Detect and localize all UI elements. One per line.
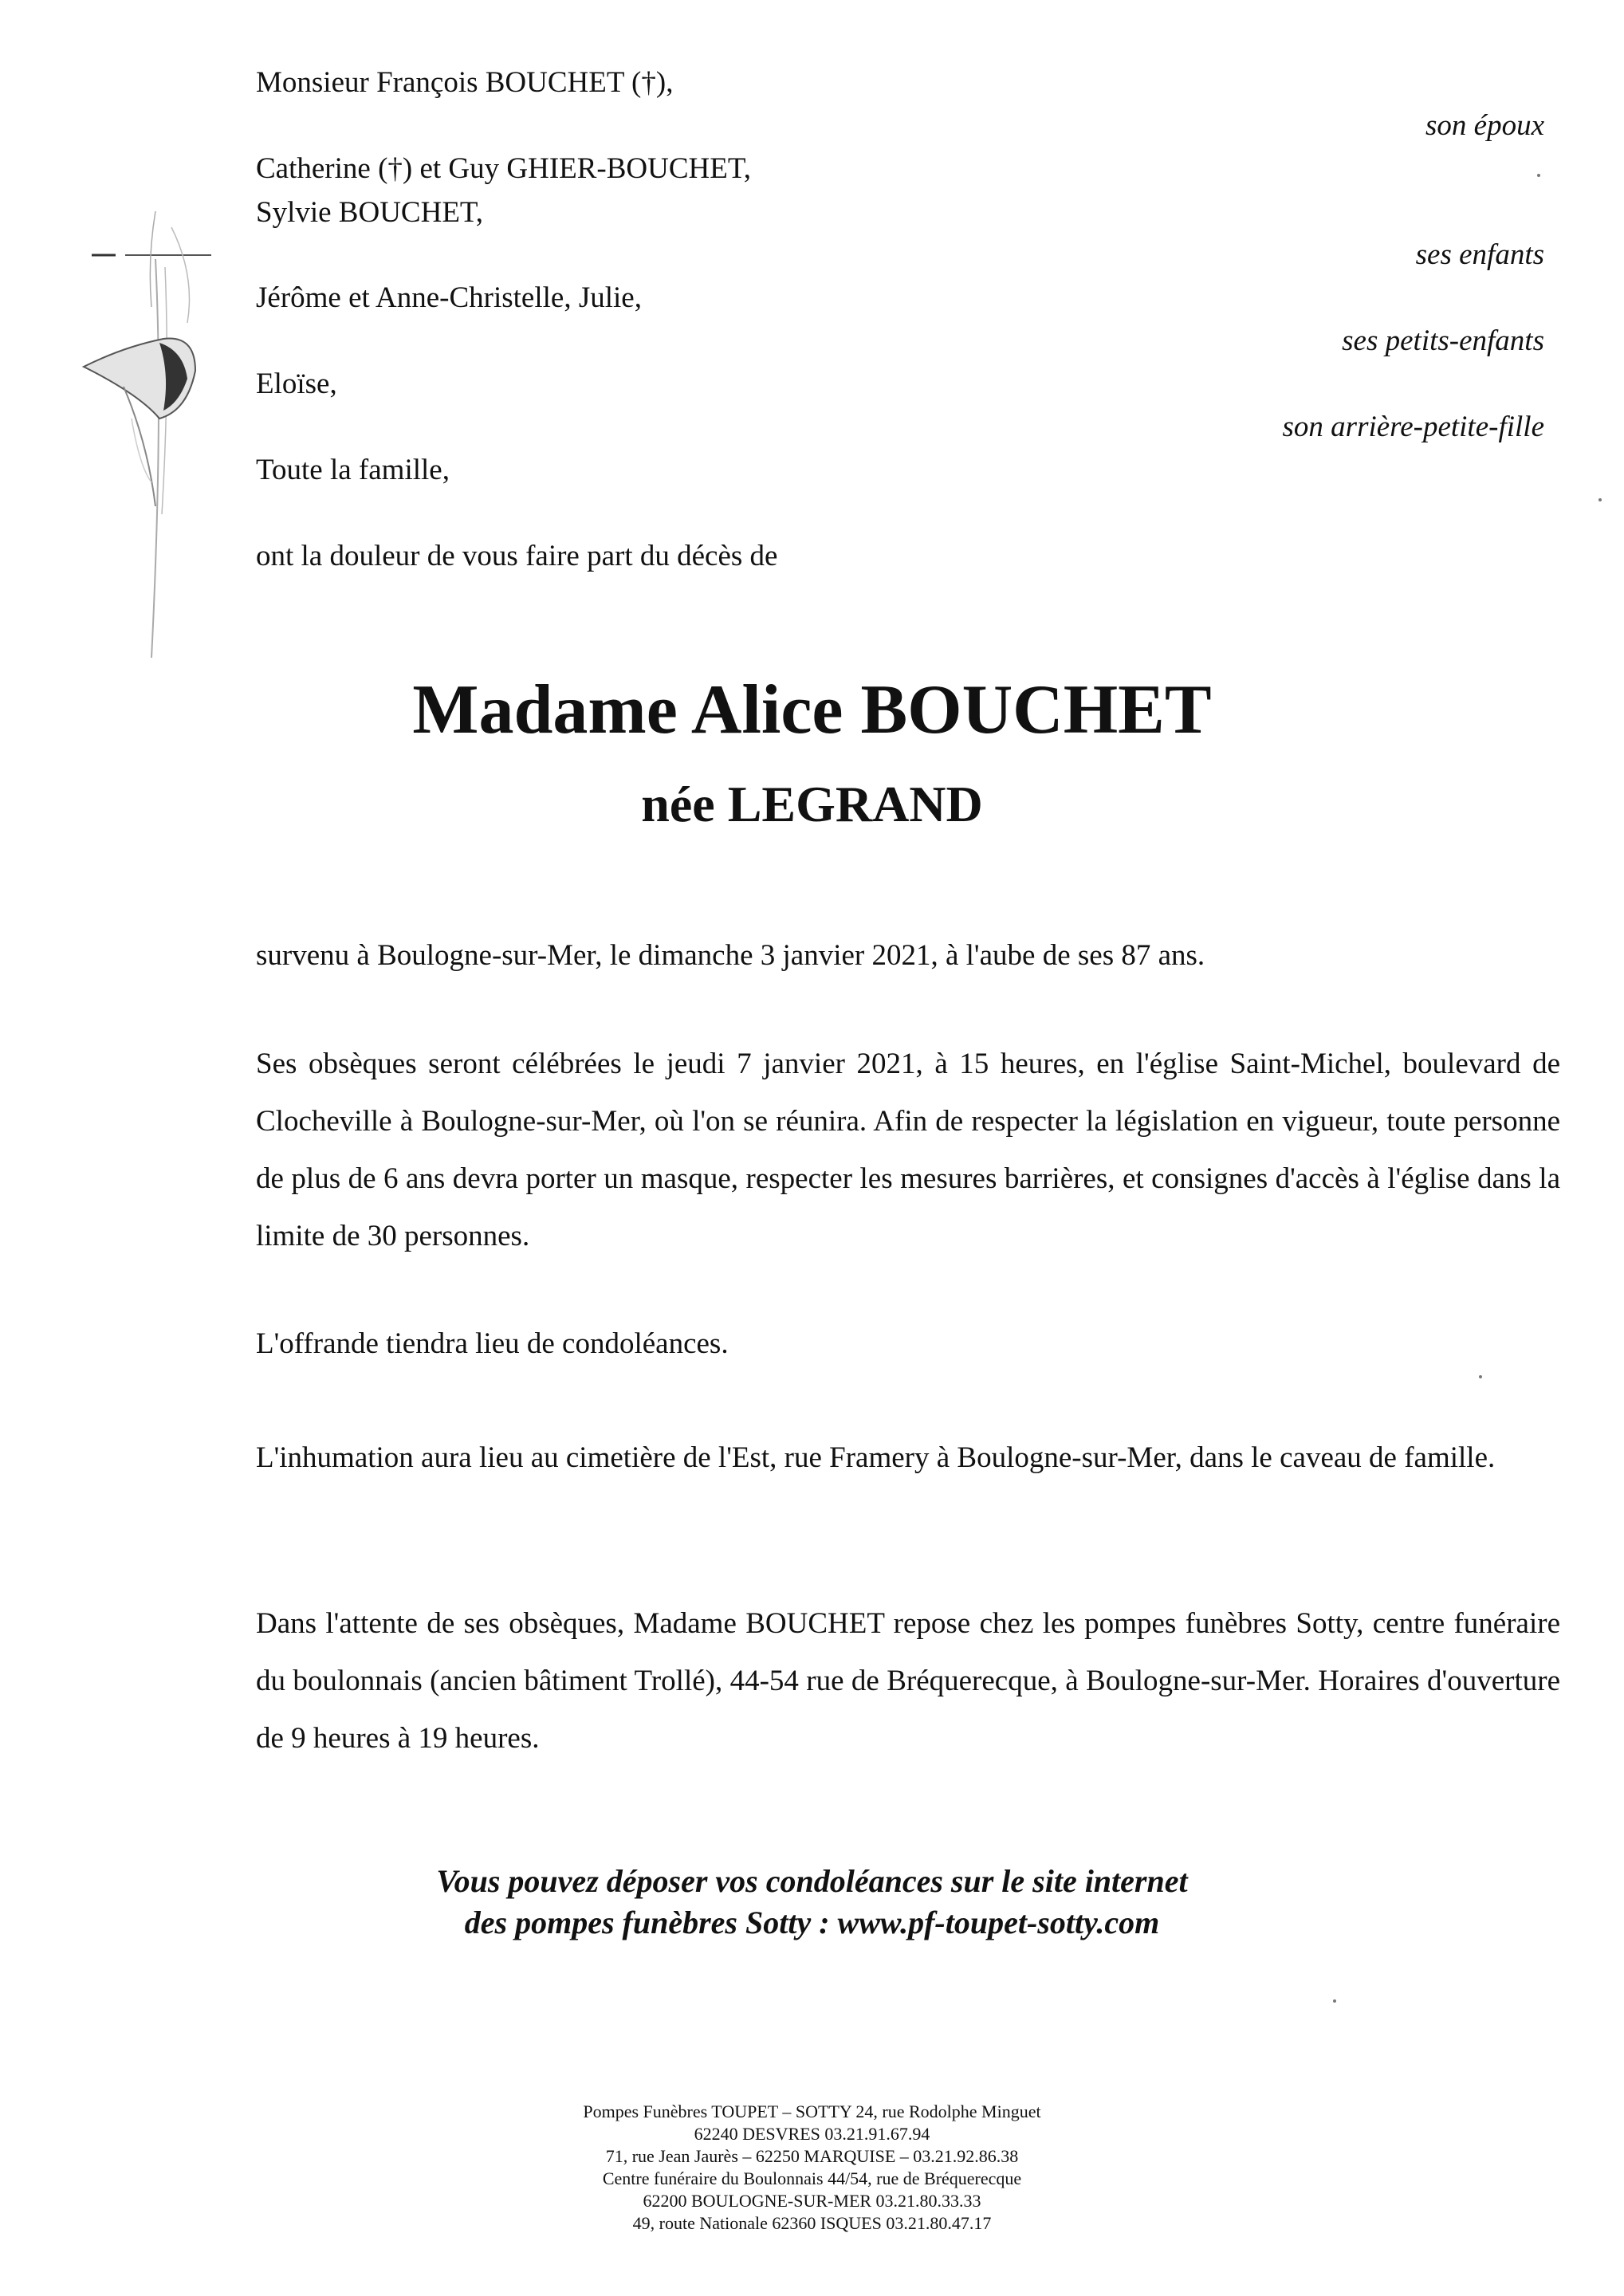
funeral-home-footer xyxy=(0,2101,1624,2235)
funeral-paragraph: Ses obsèques seront célébrées le jeudi 7 janvier 2021, à 15 heures, en l'église Saint-Michel, boulevard de Clocheville à Boulogne-sur-Mer, où l'on se réunira. Afin de respecter la législation en vigueur, toute personne de plus de 6 ans devra porter un masque, respecter les mesures barrières, et consignes d'accès à l'église dans la limite de 30 personnes. xyxy=(256,1048,1560,1252)
condolences-line-2: des pompes funèbres Sotty : www.pf-toupet-sotty.com xyxy=(464,1905,1160,1940)
deceased-name: Madame Alice BOUCHET xyxy=(412,671,1212,749)
relation-great-grandchild: son arrière-petite-fille xyxy=(1282,411,1544,443)
condolences-line-1: Vous pouvez déposer vos condoléances sur le site internet xyxy=(436,1863,1188,1899)
footer-line-5: 62200 BOULOGNE-SUR-MER 03.21.80.33.33 xyxy=(643,2191,981,2211)
scan-speck xyxy=(1598,498,1602,501)
relation-children: ses enfants xyxy=(1415,238,1544,271)
children-line-2: Sylvie BOUCHET, xyxy=(256,196,484,229)
scan-speck xyxy=(1537,174,1540,177)
scan-speck xyxy=(1333,1999,1336,2003)
announcement-line: ont la douleur de vous faire part du décès de xyxy=(256,540,778,572)
burial-paragraph: L'inhumation aura lieu au cimetière de l'Est, rue Framery à Boulogne-sur-Mer, dans le caveau de famille. xyxy=(256,1441,1496,1474)
condolences-note xyxy=(0,1861,1624,1944)
footer-line-6: 49, route Nationale 62360 ISQUES 03.21.80.47.17 xyxy=(632,2213,992,2233)
relation-grandchildren: ses petits-enfants xyxy=(1342,324,1544,357)
great-grandchild-name: Eloïse, xyxy=(256,368,337,400)
spouse-name: Monsieur François BOUCHET (†), xyxy=(256,66,674,99)
footer-line-3: 71, rue Jean Jaurès – 62250 MARQUISE – 03.21.92.86.38 xyxy=(605,2146,1019,2166)
deceased-maiden-name: née LEGRAND xyxy=(641,776,983,832)
footer-line-2: 62240 DESVRES 03.21.91.67.94 xyxy=(694,2124,930,2144)
rest-paragraph: Dans l'attente de ses obsèques, Madame BOUCHET repose chez les pompes funèbres Sotty, centre funéraire du boulonnais (ancien bâtiment Trollé), 44-54 rue de Bréquerecque, à Boulogne-sur-Mer. Horaires d'ouverture de 9 heures à 19 heures. xyxy=(256,1607,1560,1755)
cross-lily-icon xyxy=(76,179,227,690)
offering-paragraph: L'offrande tiendra lieu de condoléances. xyxy=(256,1327,729,1360)
scan-speck xyxy=(1479,1375,1482,1378)
footer-line-4: Centre funéraire du Boulonnais 44/54, rue de Bréquerecque xyxy=(602,2168,1022,2188)
children-line-1: Catherine (†) et Guy GHIER-BOUCHET, xyxy=(256,152,751,185)
footer-line-1: Pompes Funèbres TOUPET – SOTTY 24, rue Rodolphe Minguet xyxy=(583,2101,1041,2121)
whole-family: Toute la famille, xyxy=(256,454,450,486)
death-paragraph: survenu à Boulogne-sur-Mer, le dimanche 3 janvier 2021, à l'aube de ses 87 ans. xyxy=(256,939,1205,972)
grandchildren-names: Jérôme et Anne-Christelle, Julie, xyxy=(256,281,642,314)
relation-spouse: son époux xyxy=(1425,109,1544,142)
